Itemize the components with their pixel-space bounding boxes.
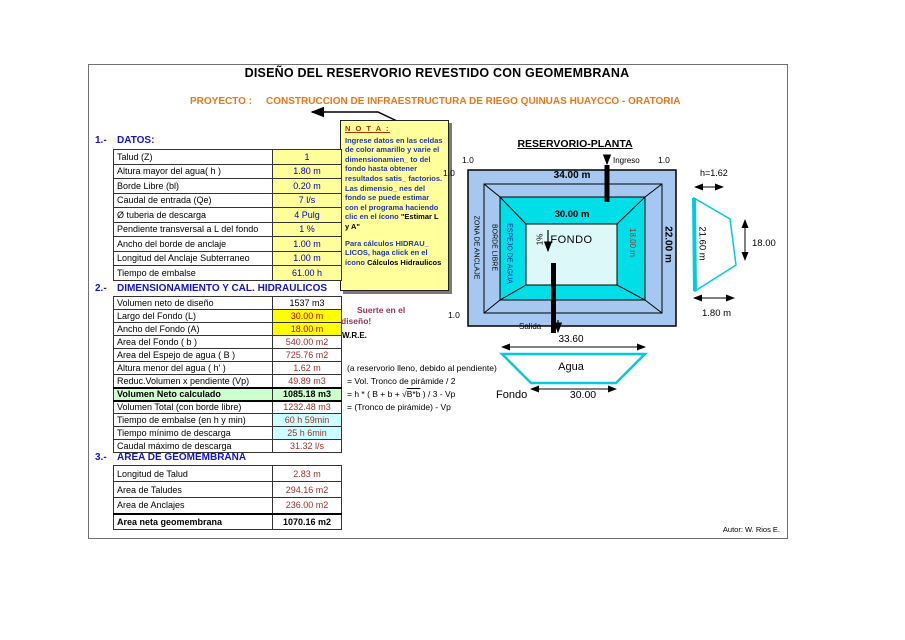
author-credit: Autor: W. Rios E. — [722, 525, 780, 534]
zone-label-anclaje: ZONA DE ANCLAJE — [472, 215, 480, 280]
table-row-highlight — [114, 388, 342, 401]
cell-input-value[interactable]: 7 l/s — [273, 193, 342, 208]
cell-calc-value: 60 h 59min — [273, 414, 342, 427]
table-row — [114, 427, 342, 440]
datos-table — [113, 149, 342, 281]
cross-section-dim-bottom: 30.00 — [569, 389, 597, 401]
cell-input-value[interactable]: 61.00 h — [273, 266, 342, 281]
table-row — [114, 310, 342, 323]
section-3-heading: AREA DE GEOMEMBRANA — [117, 452, 247, 463]
luck-message: Suerte en el diseño! — [341, 305, 406, 326]
side-profile-slope-edge — [694, 198, 695, 291]
ingreso-label: Ingreso — [613, 156, 640, 165]
cell-input-value[interactable]: 30.00 m — [273, 310, 342, 323]
offset-label-top-left: 1.0 — [462, 155, 474, 165]
cell-label: Volumen Total (con borde libre) — [114, 401, 273, 414]
cell-input-value[interactable]: 4 Pulg — [273, 208, 342, 223]
geomembrana-table — [113, 465, 342, 530]
zone-label-borde-libre: BORDE LIBRE — [490, 223, 498, 272]
formula-note-1: (a reservorio lleno, debido al pendiente) — [347, 363, 497, 373]
plan-fondo-label: FONDO — [550, 234, 593, 246]
table-row — [114, 440, 342, 453]
cell-label: Area neta geomembrana — [114, 514, 273, 530]
cell-calc-value: 725.76 m2 — [273, 349, 342, 362]
cell-label: Tiempo de embalse (en h y min) — [114, 414, 273, 427]
table-row — [114, 414, 342, 427]
project-label: PROYECTO : — [190, 96, 253, 107]
section-1-number: 1.- — [95, 135, 107, 146]
cell-result-value: 1537 m3 — [273, 297, 342, 310]
project-name: CONSTRUCCION DE INFRAESTRUCTURA DE RIEGO QUINUAS HUAYCCO - ORATORIA — [266, 96, 681, 107]
table-row — [114, 164, 342, 179]
cell-calc-value: 2.83 m — [273, 466, 342, 482]
offset-label-top-right: 1.0 — [658, 155, 670, 165]
plan-dim-espejo: 30.00 m — [554, 209, 590, 220]
sqrt-symbol: √ — [402, 389, 407, 399]
cell-calc-value: 294.16 m2 — [273, 482, 342, 498]
plan-slope-label: 1% — [535, 233, 545, 246]
cell-label: Altura mayor del agua( h ) — [114, 164, 273, 179]
formula-note-4: = (Tronco de pirámide) - Vp — [347, 402, 451, 412]
note-icon-name-estimar: "Estimar L y A" — [345, 212, 439, 231]
table-row — [114, 362, 342, 375]
side-profile-dim-right: 18.00 — [752, 238, 776, 249]
side-profile-dim-bottom: 1.80 m — [702, 308, 732, 319]
side-profile-dim-h: h=1.62 — [700, 168, 728, 178]
table-row — [114, 375, 342, 388]
author-initials: W.R.E. — [342, 331, 367, 340]
cross-section-fondo-label: Fondo — [496, 389, 528, 401]
cross-section-dim-top: 33.60 — [558, 334, 584, 345]
section-3-number: 3.- — [95, 452, 107, 463]
cell-label: Talud (Z) — [114, 150, 273, 165]
cell-input-value[interactable]: 0.20 m — [273, 179, 342, 194]
table-row — [114, 266, 342, 281]
cell-calc-value: 25 h 6min — [273, 427, 342, 440]
cell-label: Borde Libre (bl) — [114, 179, 273, 194]
cell-label: Tiempo mínimo de descarga — [114, 427, 273, 440]
cell-calc-value: 1232.48 m3 — [273, 401, 342, 414]
table-row — [114, 150, 342, 165]
offset-label-left: 1.0 — [443, 168, 455, 178]
cell-label: Ancho del Fondo (A) — [114, 323, 273, 336]
cell-calc-value: 49.89 m3 — [273, 375, 342, 388]
table-row — [114, 466, 342, 482]
table-row — [114, 208, 342, 223]
formula-note-2: = Vol. Tronco de pirámide / 2 — [347, 376, 456, 386]
table-row — [114, 336, 342, 349]
cell-label: Area de Taludes — [114, 482, 273, 498]
cell-label: Altura menor del agua ( h' ) — [114, 362, 273, 375]
offset-label-bottom-left: 1.0 — [448, 310, 460, 320]
table-row — [114, 193, 342, 208]
note-paragraph-2: Para cálculos HIDRAU_ LICOS, haga click en el ícono Cálculos Hidraulicos — [345, 238, 442, 267]
section-2-heading: DIMENSIONAMIENTO Y CAL. HIDRAULICOS — [117, 283, 328, 294]
table-row — [114, 237, 342, 252]
note-icon-name-calculos: Cálculos Hidraulicos — [367, 257, 442, 267]
cell-label: Area de Anclajes — [114, 498, 273, 514]
cell-label: Pendiente transversal a L del fondo — [114, 222, 273, 237]
table-row — [114, 498, 342, 514]
table-row-total — [114, 514, 342, 530]
section-1-heading: DATOS: — [117, 135, 155, 146]
cell-label: Largo del Fondo (L) — [114, 310, 273, 323]
cross-section-agua-label: Agua — [558, 361, 584, 373]
cell-label: Volumen neto de diseño — [114, 297, 273, 310]
table-row — [114, 323, 342, 336]
page-title: DISEÑO DEL RESERVORIO REVESTIDO CON GEOMEMBRANA — [244, 66, 630, 80]
project-line — [190, 96, 681, 107]
note-paragraph-1: Ingrese datos en las celdas de color amarillo y varie el dimensionamien_ to del fondo hasta obtener resultados satis_ factorios. Las dimensio_ nes del fondo se puede estimar con el programa haciendo clic en el ícono "Estimar L y A" — [345, 135, 443, 231]
table-row — [114, 251, 342, 266]
cell-input-value[interactable]: 1 % — [273, 222, 342, 237]
cell-result-value: 1085.18 m3 — [273, 388, 342, 401]
table-row — [114, 349, 342, 362]
cell-label: Tiempo de embalse — [114, 266, 273, 281]
cell-label: Longitud del Anclaje Subterraneo — [114, 251, 273, 266]
plan-dim-right-inner: 18.00 m — [628, 228, 637, 257]
table-row — [114, 482, 342, 498]
cell-label: Caudal de entrada (Qe) — [114, 193, 273, 208]
cell-label: Caudal máximo de descarga — [114, 440, 273, 453]
cell-label: Volumen Neto calculado — [114, 388, 273, 401]
cell-input-value[interactable]: 1.80 m — [273, 164, 342, 179]
cell-result-value: 1070.16 m2 — [273, 514, 342, 530]
cell-label: Ø tuberia de descarga — [114, 208, 273, 223]
dimensionamiento-table — [113, 296, 342, 453]
cell-input-value[interactable]: 1 — [273, 150, 342, 165]
cell-calc-value: 540.00 m2 — [273, 336, 342, 349]
note-box — [340, 120, 449, 291]
section-2-number: 2.- — [95, 283, 107, 294]
formula-note-3: = h * ( B + b + √B*b ) / 3 - Vp — [347, 389, 456, 399]
table-row — [114, 179, 342, 194]
cell-label: Area del Fondo ( b ) — [114, 336, 273, 349]
cell-calc-value: 236.00 m2 — [273, 498, 342, 514]
cell-calc-value: 31.32 l/s — [273, 440, 342, 453]
zone-label-espejo-agua: ESPEJO DE AGUA — [505, 223, 513, 284]
plan-dim-top: 34.00 m — [553, 170, 591, 181]
cell-input-value[interactable]: 1.00 m — [273, 251, 342, 266]
cell-input-value[interactable]: 18.00 m — [273, 323, 342, 336]
cell-input-value[interactable]: 1.00 m — [273, 237, 342, 252]
table-row — [114, 401, 342, 414]
side-profile-dim-slope: 21.60 m — [696, 226, 708, 261]
cell-calc-value: 1.62 m — [273, 362, 342, 375]
salida-pipe — [551, 263, 556, 333]
table-row — [114, 297, 342, 310]
note-title: N O T A : — [345, 124, 391, 133]
cell-label: Longitud de Talud — [114, 466, 273, 482]
table-row — [114, 222, 342, 237]
cell-label: Reduc.Volumen x pendiente (Vp) — [114, 375, 273, 388]
cell-label: Ancho del borde de anclaje — [114, 237, 273, 252]
salida-label: Salida — [519, 322, 542, 331]
plan-dim-right-outer: 22.00 m — [662, 226, 674, 263]
plan-title: RESERVORIO-PLANTA — [517, 138, 633, 150]
cell-label: Area del Espejo de agua ( B ) — [114, 349, 273, 362]
